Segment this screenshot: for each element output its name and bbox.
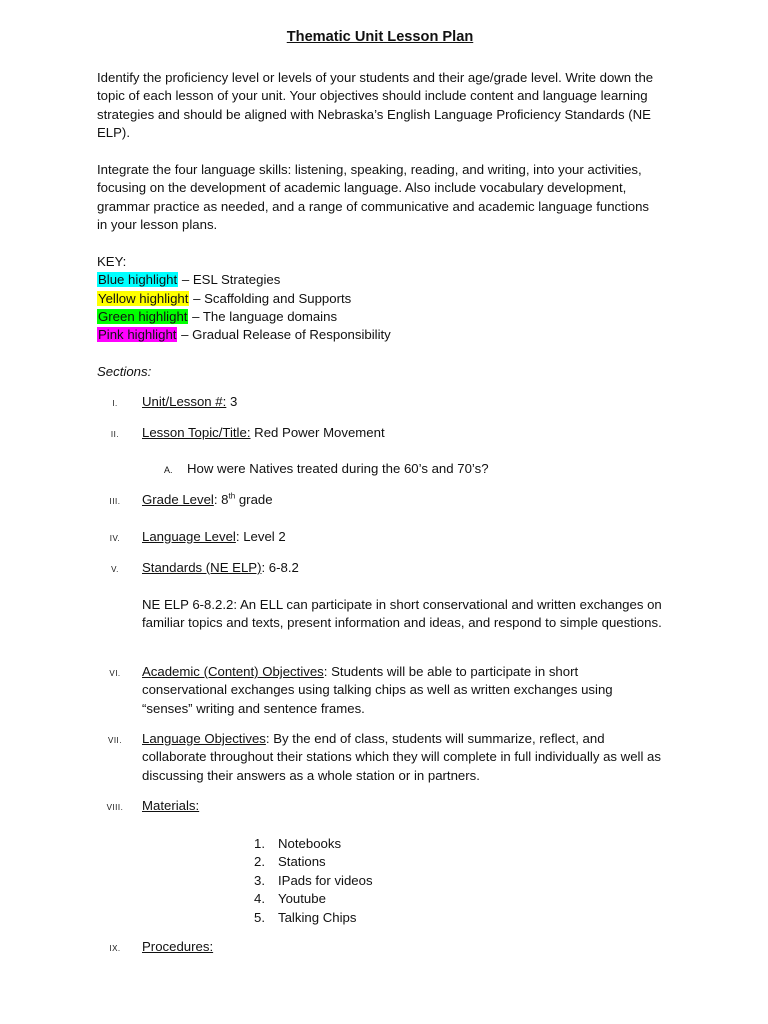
section-value: : By the end of class, students will summarize, reflect, and collaborate throughout their stations which they will complete in full individually as well as discussing their answers as a whole station or in partners. bbox=[142, 731, 661, 783]
list-item bbox=[254, 853, 373, 871]
sections-label: Sections: bbox=[97, 364, 152, 379]
list-item bbox=[254, 835, 373, 853]
section-value: : 6-8.2 bbox=[261, 560, 299, 575]
section-numeral: VII. bbox=[107, 736, 122, 745]
list-item bbox=[254, 872, 373, 890]
key-desc: – ESL Strategies bbox=[178, 272, 281, 287]
section-numeral: VI. bbox=[109, 669, 121, 678]
section-numeral: V. bbox=[111, 565, 119, 574]
section-numeral: IV. bbox=[109, 534, 121, 543]
superscript: th bbox=[228, 491, 236, 501]
intro-paragraph-1: Identify the proficiency level or levels of your students and their age/grade level. Write down the topic of each lesson of your unit. Your objectives should include content and language learning strategies and should be aligned with Nebraska’s English Language Proficiency Standards (NE ELP). bbox=[97, 70, 654, 141]
section-numeral: I. bbox=[112, 399, 118, 408]
section-value: : 8 bbox=[213, 492, 229, 507]
section-grade-level bbox=[142, 491, 662, 509]
section-label: Language Objectives bbox=[142, 731, 266, 746]
section-procedures bbox=[142, 938, 662, 956]
list-number: 4. bbox=[254, 891, 265, 907]
section-lesson-topic bbox=[142, 424, 662, 442]
section-language-objectives bbox=[142, 730, 662, 785]
list-item bbox=[254, 890, 373, 908]
section-language-level bbox=[142, 528, 662, 546]
list-number: 1. bbox=[254, 836, 265, 851]
page-title: Thematic Unit Lesson Plan bbox=[286, 29, 474, 45]
section-standards bbox=[142, 559, 662, 577]
key-heading: KEY: bbox=[97, 254, 127, 269]
key-item-yellow bbox=[97, 290, 351, 308]
list-text: IPads for videos bbox=[278, 872, 373, 888]
section-label: Academic (Content) Objectives bbox=[142, 664, 324, 679]
section-value: Red Power Movement bbox=[250, 425, 385, 440]
section-label: Procedures: bbox=[142, 939, 214, 954]
section-numeral: II. bbox=[110, 430, 120, 439]
section-label: Language Level bbox=[142, 529, 236, 544]
intro-paragraph-2: Integrate the four language skills: listening, speaking, reading, and writing, into your activities, focusing on the development of academic language. Also include vocabulary development, grammar practice as needed, and a range of communicative and academic language functions in your lesson plans. bbox=[97, 162, 650, 233]
section-value: : Level 2 bbox=[235, 529, 286, 544]
pink-highlight-label: Pink highlight bbox=[98, 327, 177, 342]
sub-item-text: How were Natives treated during the 60’s and 70’s? bbox=[187, 461, 489, 476]
section-label: Standards (NE ELP) bbox=[142, 560, 262, 575]
list-text: Notebooks bbox=[278, 836, 342, 851]
list-text: Talking Chips bbox=[278, 909, 357, 925]
section-label: Lesson Topic/Title: bbox=[142, 425, 251, 440]
section-value-suffix: grade bbox=[235, 492, 273, 507]
list-item bbox=[254, 909, 373, 927]
section-materials bbox=[142, 797, 662, 815]
key-item-green bbox=[97, 308, 337, 326]
section-label: Materials: bbox=[142, 798, 200, 813]
list-text: Youtube bbox=[278, 891, 326, 907]
section-academic-objectives bbox=[142, 663, 662, 718]
section-label: Grade Level bbox=[142, 492, 214, 507]
section-numeral: III. bbox=[109, 497, 121, 506]
key-item-blue bbox=[97, 271, 280, 289]
section-numeral: VIII. bbox=[106, 803, 124, 812]
section-numeral: IX. bbox=[109, 944, 121, 953]
sub-item-marker: A. bbox=[164, 465, 173, 475]
list-number: 2. bbox=[254, 854, 265, 870]
list-number: 5. bbox=[254, 909, 265, 925]
list-text: Stations bbox=[278, 854, 326, 870]
green-highlight-label: Green highlight bbox=[98, 309, 188, 324]
key-desc: – The language domains bbox=[188, 309, 338, 324]
standards-detail: NE ELP 6-8.2.2: An ELL can participate in short conservational and written exchanges on familiar topics and texts, present information and ideas, and respond to simple questions. bbox=[142, 597, 662, 631]
section-unit-lesson bbox=[142, 393, 662, 411]
section-value: : Students will be able to participate in short conservational exchanges using talking chips as well as written exchanges using “senses” writing and sentence frames. bbox=[142, 664, 613, 716]
key-desc: – Gradual Release of Responsibility bbox=[177, 327, 391, 342]
list-number: 3. bbox=[254, 872, 265, 888]
key-item-pink bbox=[97, 326, 391, 344]
materials-list bbox=[254, 835, 373, 927]
yellow-highlight-label: Yellow highlight bbox=[98, 291, 189, 306]
key-desc: – Scaffolding and Supports bbox=[189, 291, 352, 306]
section-value: 3 bbox=[226, 394, 238, 409]
section-label: Unit/Lesson #: bbox=[142, 394, 227, 409]
blue-highlight-label: Blue highlight bbox=[98, 272, 178, 287]
